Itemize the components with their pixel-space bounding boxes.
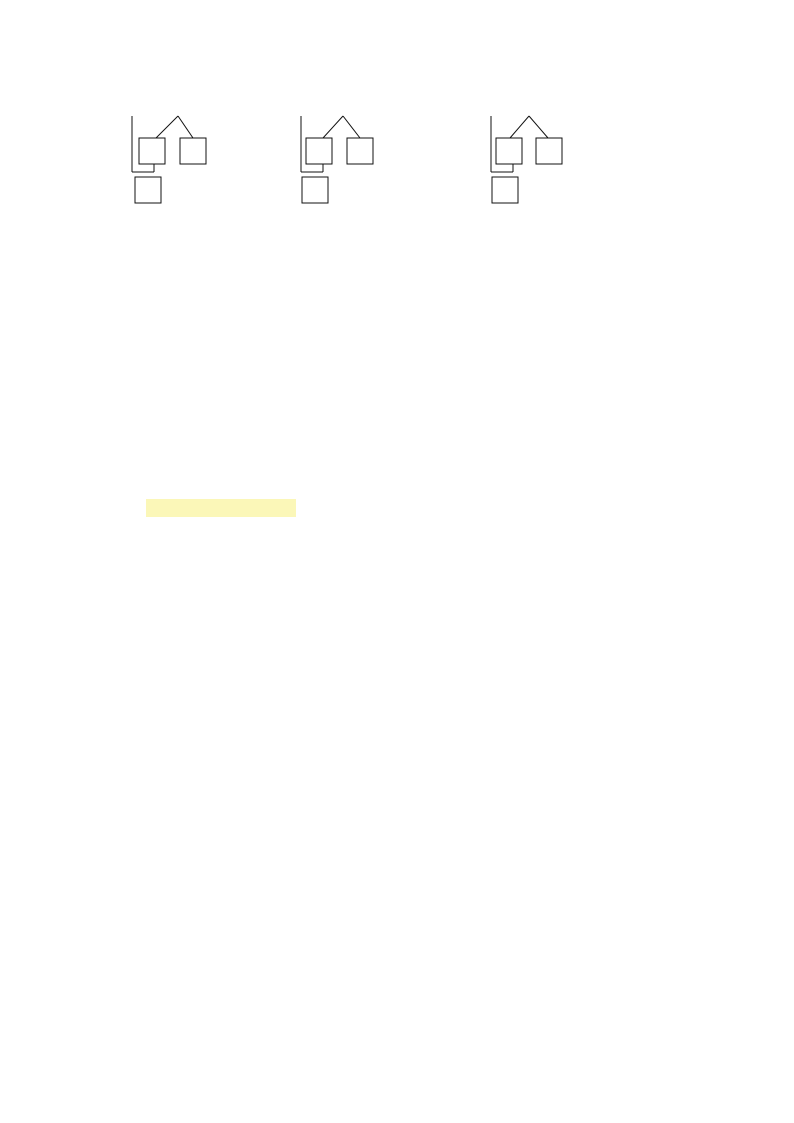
decomposition-diagram-2 (301, 116, 373, 203)
answer-box[interactable] (347, 138, 373, 164)
flower-pots-illustration (140, 464, 350, 564)
decomposition-diagrams (0, 0, 794, 230)
answer-box[interactable] (180, 138, 206, 164)
answer-box[interactable] (496, 138, 522, 164)
decomposition-diagram-3 (491, 116, 562, 203)
answer-box[interactable] (139, 138, 165, 164)
answer-box[interactable] (306, 138, 332, 164)
highlight-band (146, 499, 296, 517)
decomposition-diagram-1 (132, 116, 206, 203)
answer-box[interactable] (536, 138, 562, 164)
answer-box[interactable] (302, 177, 328, 203)
answer-box[interactable] (492, 177, 518, 203)
answer-box[interactable] (135, 177, 161, 203)
